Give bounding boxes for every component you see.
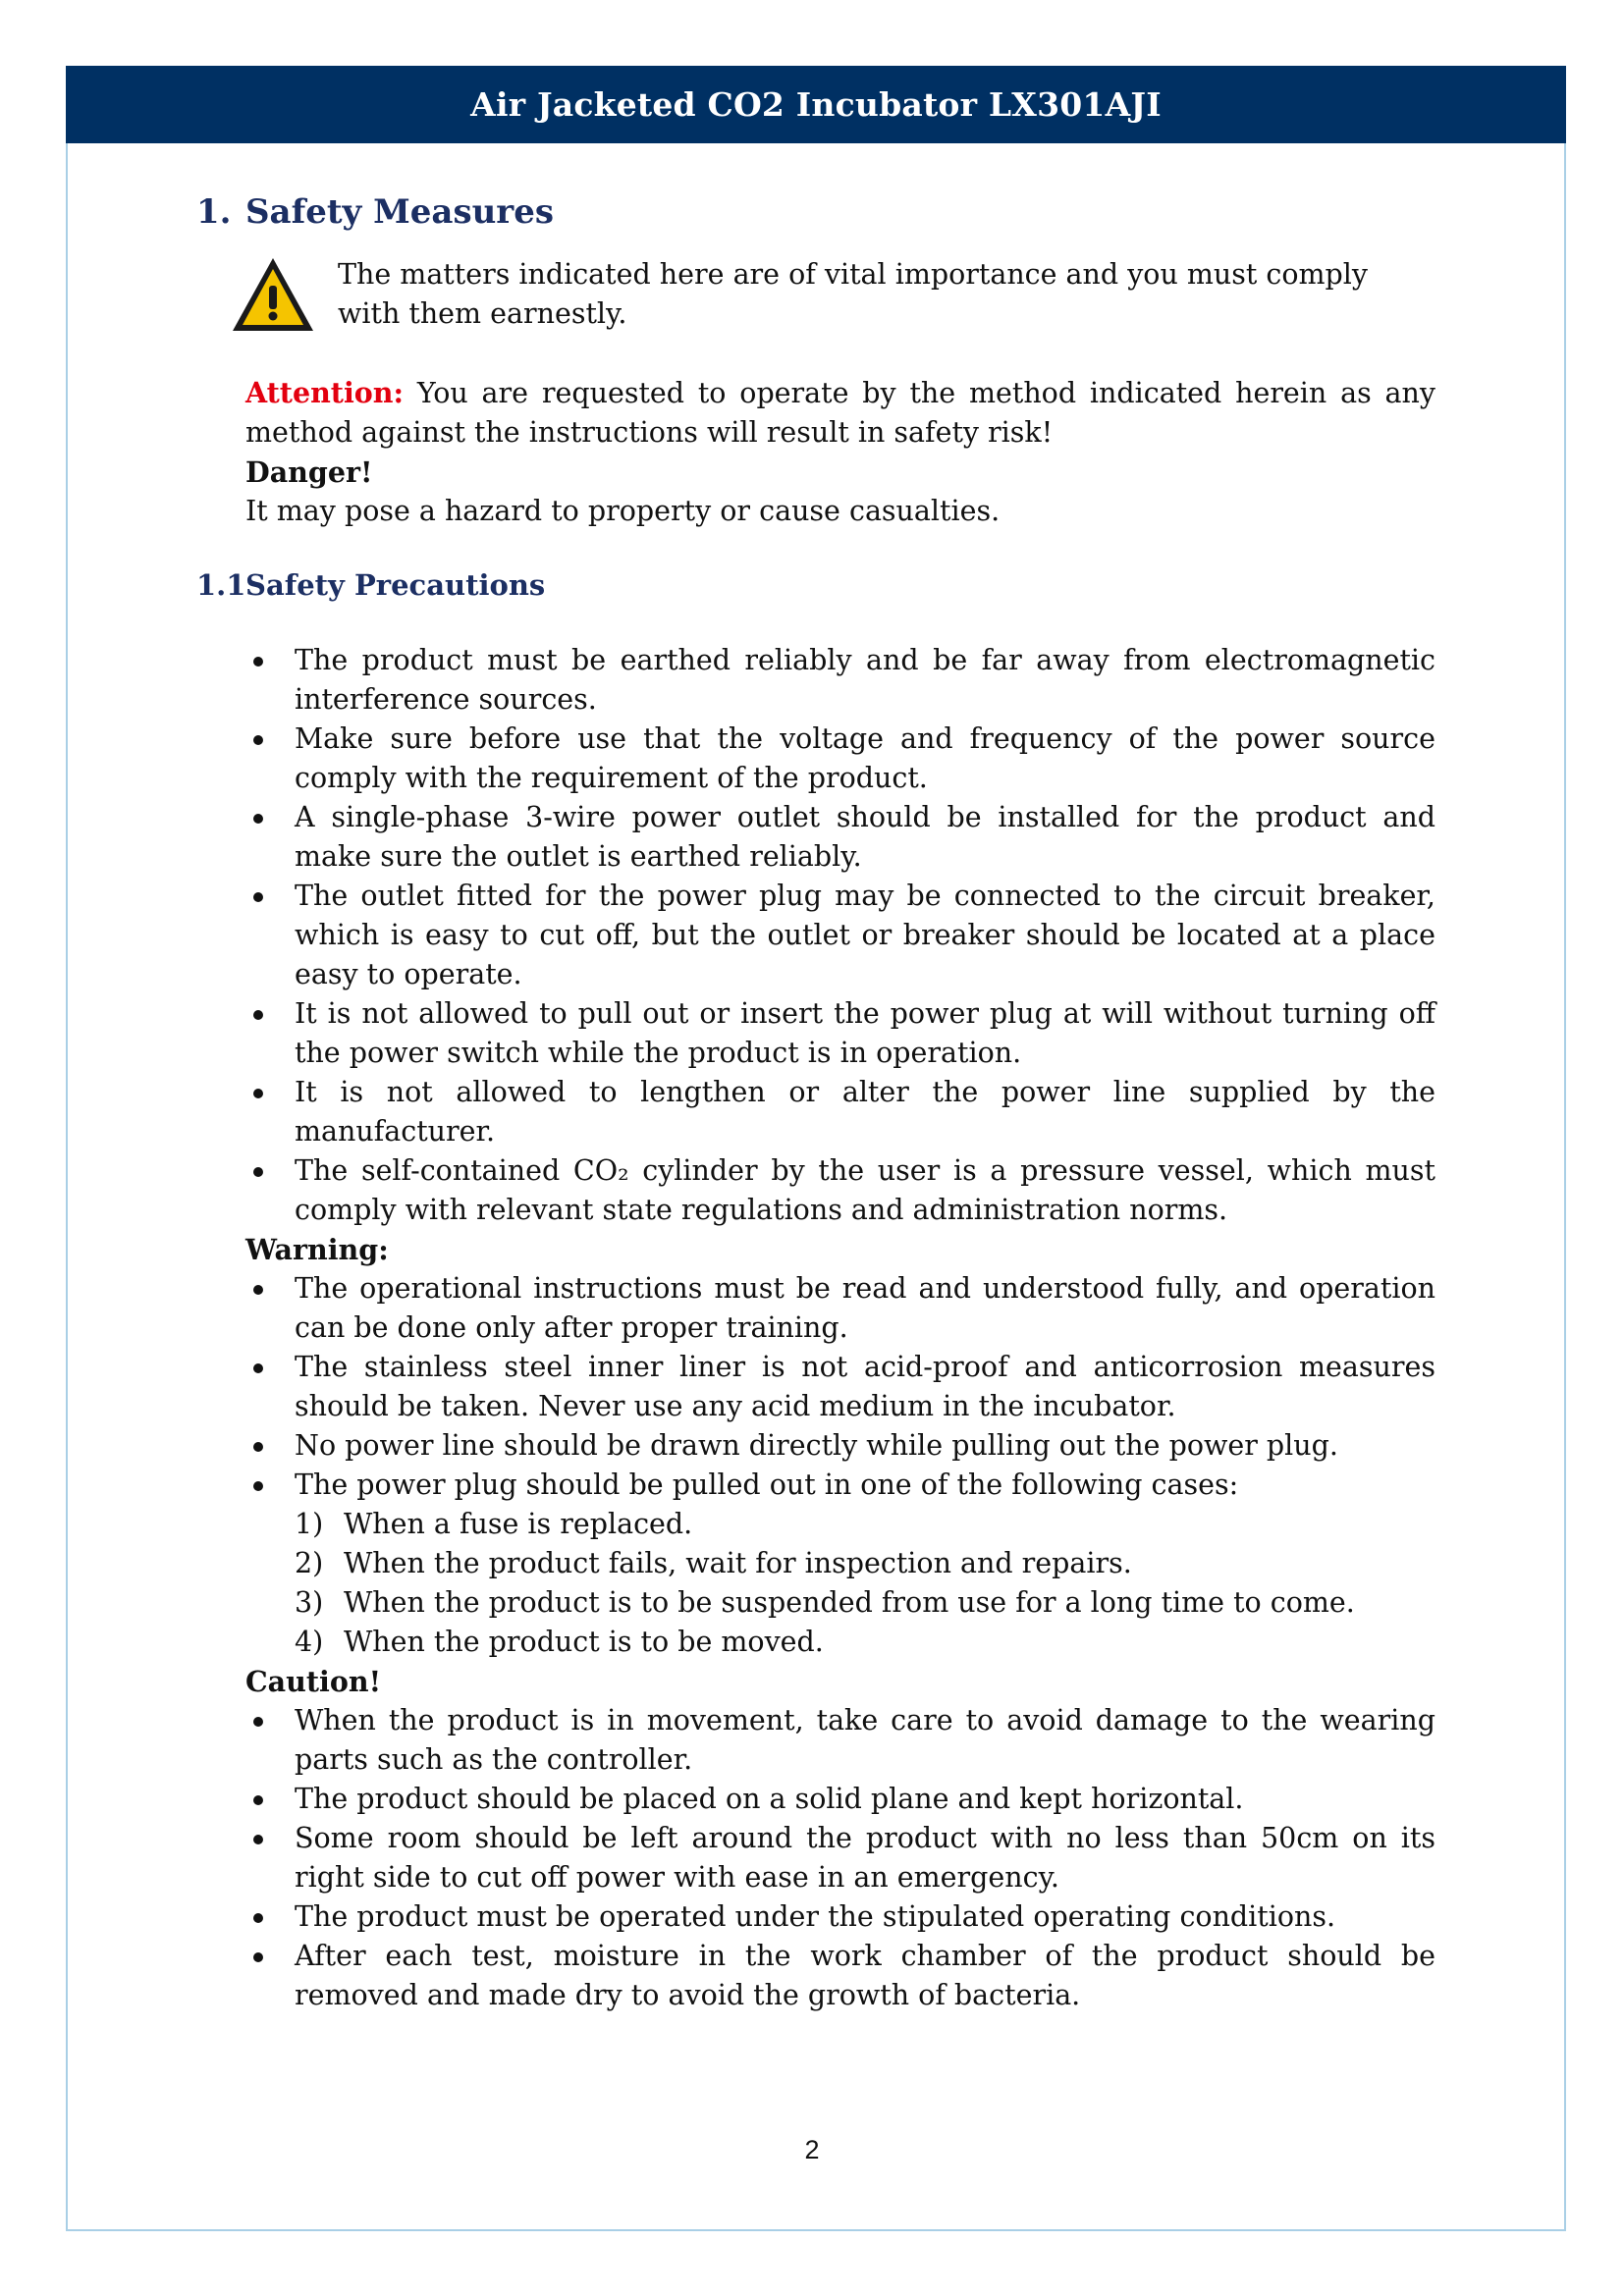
precautions-body <box>245 641 1435 2015</box>
warning-list <box>245 1269 1435 1505</box>
caution-list <box>245 1701 1435 2015</box>
list-item <box>245 798 1435 877</box>
case-number: 1) <box>295 1508 324 1540</box>
danger-label: Danger! <box>245 455 373 489</box>
list-item <box>245 641 1435 720</box>
section1-body <box>245 373 1435 531</box>
list-item-text: The product must be earthed reliably and be far away from electromagnetic interference sources. <box>295 644 1435 716</box>
list-item <box>245 1151 1435 1230</box>
case-number: 2) <box>295 1547 324 1579</box>
bullet-icon <box>253 1010 263 1020</box>
page-content <box>196 192 1435 2015</box>
list-item <box>245 1937 1435 2015</box>
case-text: When the product is to be moved. <box>344 1626 824 1658</box>
attention-paragraph <box>245 373 1435 453</box>
intro-text: The matters indicated here are of vital importance and you must comply with them earnestly. <box>338 258 1369 330</box>
case-text: When the product is to be suspended from use for a long time to come. <box>344 1586 1355 1619</box>
bullet-icon <box>253 1167 263 1177</box>
warning-triangle-icon <box>230 255 316 334</box>
warning-label: Warning: <box>245 1233 389 1266</box>
bullet-icon <box>253 1952 263 1962</box>
unplug-cases-list <box>245 1505 1435 1662</box>
list-item <box>245 1073 1435 1151</box>
document-title: Air Jacketed CO2 Incubator LX301AJI <box>470 85 1162 124</box>
bullet-icon <box>253 1363 263 1373</box>
list-item <box>245 1897 1435 1937</box>
case-item <box>245 1544 1435 1583</box>
list-item <box>245 1426 1435 1466</box>
list-item-text: It is not allowed to pull out or insert the power plug at will without turning off the power switch while the product is in operation. <box>295 997 1435 1069</box>
list-item <box>245 1269 1435 1348</box>
bullet-icon <box>253 735 263 745</box>
bullet-icon <box>253 1089 263 1098</box>
list-item-text: A single-phase 3-wire power outlet should be installed for the product and make sure the outlet is earthed reliably. <box>295 801 1435 873</box>
attention-text: You are requested to operate by the method indicated herein as any method against the instructions will result in safety risk! <box>245 377 1435 449</box>
list-item-text: The outlet fitted for the power plug may be connected to the circuit breaker, which is easy to cut off, but the outlet or breaker should be located at a place easy to operate. <box>295 880 1435 990</box>
list-item <box>245 877 1435 994</box>
bullet-icon <box>253 892 263 902</box>
list-item-text: The product must be operated under the stipulated operating conditions. <box>295 1900 1336 1933</box>
bullet-icon <box>253 1442 263 1452</box>
bullet-icon <box>253 1913 263 1923</box>
case-item <box>245 1583 1435 1623</box>
subsection-title: Safety Precautions <box>245 568 546 602</box>
bullet-icon <box>253 814 263 824</box>
case-text: When a fuse is replaced. <box>344 1508 693 1540</box>
section-heading-safety-measures <box>196 192 1435 232</box>
list-item <box>245 720 1435 798</box>
section-number: 1. <box>196 192 232 232</box>
page-number: 2 <box>804 2135 820 2164</box>
list-item-text: The product should be placed on a solid plane and kept horizontal. <box>295 1783 1244 1815</box>
case-text: When the product fails, wait for inspection and repairs. <box>344 1547 1132 1579</box>
subsection-heading-safety-precautions <box>196 568 1435 602</box>
bullet-icon <box>253 657 263 667</box>
subsection-number: 1.1 <box>196 568 246 602</box>
danger-text: It may pose a hazard to property or cause casualties. <box>245 495 1001 527</box>
list-item-text: Make sure before use that the voltage and frequency of the power source comply with the requirement of the product. <box>295 722 1435 794</box>
case-number: 3) <box>295 1586 324 1619</box>
list-item <box>245 1466 1435 1505</box>
bullet-icon <box>253 1795 263 1805</box>
list-item-text: When the product is in movement, take care to avoid damage to the wearing parts such as the controller. <box>295 1704 1435 1776</box>
case-item <box>245 1505 1435 1544</box>
list-item-text: The power plug should be pulled out in one of the following cases: <box>295 1468 1239 1501</box>
list-item-text: The self-contained CO₂ cylinder by the user is a pressure vessel, which must comply with relevant state regulations and administration norms. <box>295 1154 1435 1226</box>
caution-label: Caution! <box>245 1665 382 1698</box>
list-item-text: The operational instructions must be read and understood fully, and operation can be done only after proper training. <box>295 1272 1435 1344</box>
list-item <box>245 1348 1435 1426</box>
bullet-icon <box>253 1835 263 1844</box>
list-item <box>245 1701 1435 1780</box>
bullet-icon <box>253 1481 263 1491</box>
list-item <box>245 994 1435 1073</box>
list-item-text: The stainless steel inner liner is not acid-proof and anticorrosion measures should be taken. Never use any acid medium in the incubator. <box>295 1351 1435 1422</box>
danger-list <box>245 641 1435 1230</box>
list-item <box>245 1780 1435 1819</box>
list-item-text: Some room should be left around the product with no less than 50cm on its right side to cut off power with ease in an emergency. <box>295 1822 1435 1894</box>
warning-notice <box>230 255 1435 338</box>
document-header <box>66 66 1566 143</box>
bullet-icon <box>253 1717 263 1727</box>
bullet-icon <box>253 1285 263 1295</box>
section-title: Safety Measures <box>245 192 554 232</box>
list-item <box>245 1819 1435 1897</box>
case-number: 4) <box>295 1626 324 1658</box>
case-item <box>245 1623 1435 1662</box>
attention-label: Attention: <box>245 376 405 409</box>
list-item-text: After each test, moisture in the work chamber of the product should be removed and made dry to avoid the growth of bacteria. <box>295 1940 1435 2011</box>
list-item-text: No power line should be drawn directly while pulling out the power plug. <box>295 1429 1338 1462</box>
list-item-text: It is not allowed to lengthen or alter the power line supplied by the manufacturer. <box>295 1076 1435 1148</box>
